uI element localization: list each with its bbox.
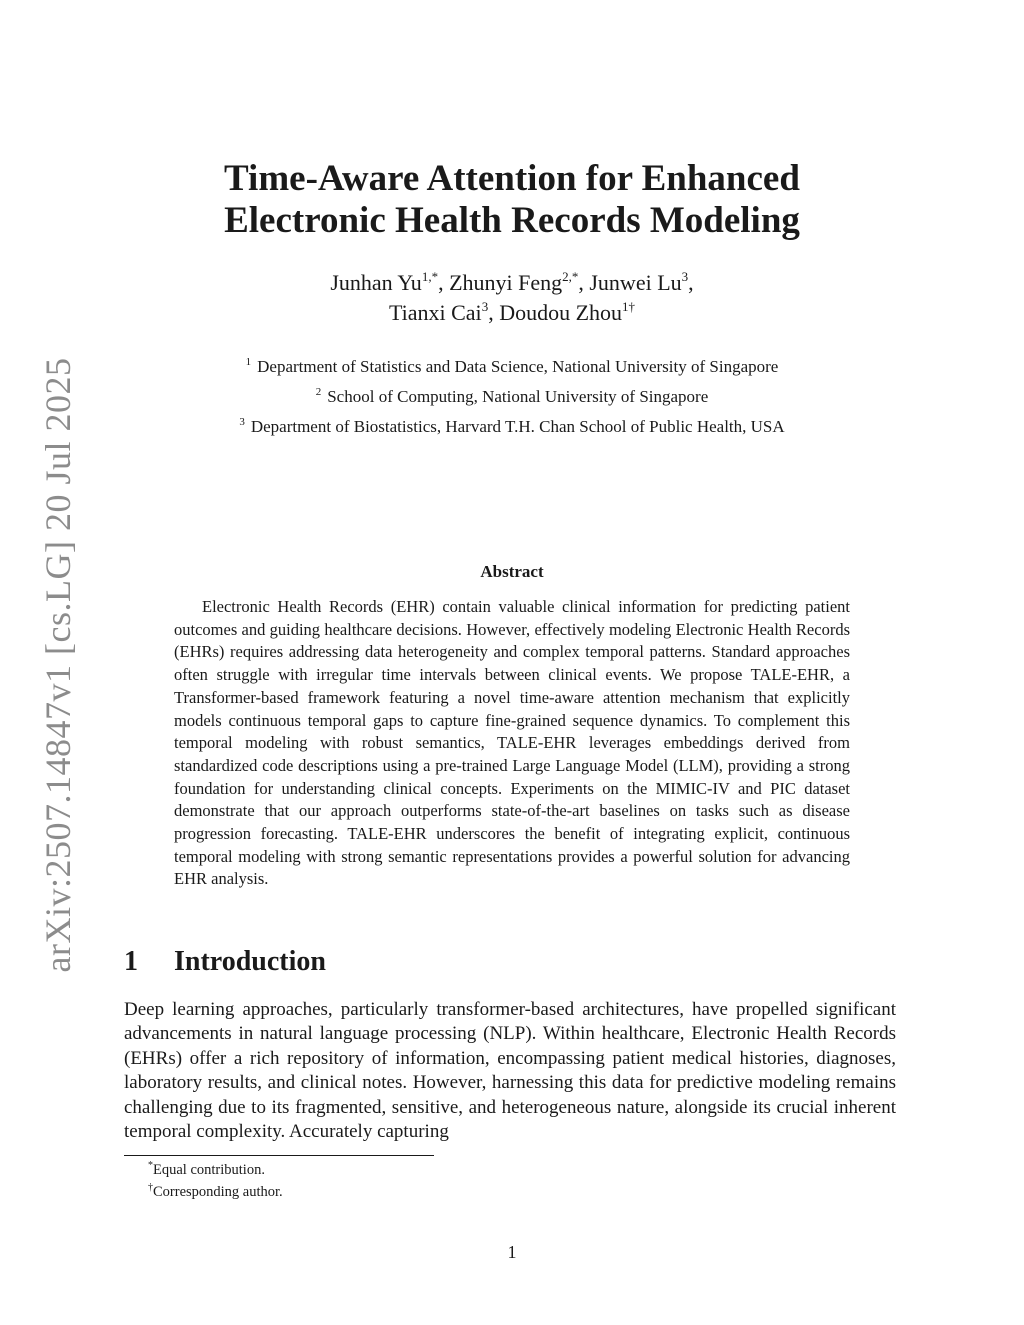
footnote-mark: †: [148, 1182, 153, 1193]
author-marks: 3: [681, 269, 689, 284]
affiliation-number: 3: [239, 416, 245, 428]
author-line-2: [130, 298, 894, 328]
author-marks: 2,*: [562, 269, 579, 284]
affiliation-text: Department of Statistics and Data Science, National University of Singapore: [257, 357, 779, 376]
footnote-text: Equal contribution.: [153, 1162, 265, 1178]
author-marks: 3: [481, 299, 489, 314]
section-title: Introduction: [174, 946, 326, 977]
section-heading-introduction: [124, 946, 326, 978]
paper-title: [130, 158, 894, 242]
author-separator: ,: [688, 270, 694, 295]
footnote-corresponding-author: [148, 1181, 283, 1203]
arxiv-stamp: arXiv:2507.14847v1 [cs.LG] 20 Jul 2025: [38, 357, 78, 973]
affiliation-3: [130, 412, 894, 442]
affiliation-number: 2: [315, 386, 322, 398]
author-marks: 1†: [622, 299, 636, 314]
author-name: Tianxi Cai: [388, 300, 482, 325]
abstract-text: Electronic Health Records (EHR) contain valuable clinical information for predicting patient outcomes and guiding healthcare decisions. However, effectively modeling Electronic Health Records (EHRs) requires addressing data heterogeneity and complex temporal patterns. Standard approaches often struggle with irregular time intervals between clinical events. We propose TALE-EHR, a Transformer-based framework featuring a novel time-aware attention mechanism that explicitly models continuous temporal gaps to capture fine-grained sequence dynamics. To complement this temporal modeling with robust semantics, TALE-EHR leverages embeddings derived from standardized code descriptions using a pre-trained Large Language Model (LLM), providing a strong foundation for understanding clinical concepts. Experiments on the MIMIC-IV and PIC dataset demonstrate that our approach outperforms state-of-the-art baselines on tasks such as disease progression forecasting. TALE-EHR underscores the benefit of integrating explicit, continuous temporal modeling with strong semantic representations provides a powerful solution for advancing EHR analysis.: [174, 597, 850, 889]
footnote-divider: [124, 1155, 434, 1156]
footnote-equal-contribution: [148, 1159, 283, 1181]
affiliation-text: Department of Biostatistics, Harvard T.H. Chan School of Public Health, USA: [250, 417, 785, 436]
affiliation-1: [130, 352, 894, 382]
author-name: Doudou Zhou: [499, 300, 623, 325]
affiliation-text: School of Computing, National University of Singapore: [327, 387, 709, 406]
affiliation-number: 1: [245, 356, 252, 368]
affiliation-list: [130, 352, 894, 442]
author-list: [130, 268, 894, 328]
footnote-list: [148, 1159, 283, 1203]
section-number: 1: [124, 946, 138, 977]
introduction-text: Deep learning approaches, particularly transformer-based architectures, have propelled significant advancements in natural language processing (NLP). Within healthcare, Electronic Health Records (EHRs) offer a rich repository of information, encompassing patient medical histories, diagnoses, laboratory results, and clinical notes. However, harnessing this data for predictive modeling remains challenging due to its fragmented, sensitive, and heterogeneous nature, alongside its crucial inherent temporal complexity. Accurately capturing: [124, 999, 896, 1143]
author-separator: ,: [578, 270, 590, 295]
author-name: Junhan Yu: [330, 270, 422, 295]
author-line-1: [130, 268, 894, 298]
title-line-2: Electronic Health Records Modeling: [224, 200, 800, 241]
affiliation-2: [130, 382, 894, 412]
footnote-mark: *: [148, 1160, 153, 1171]
author-name: Zhunyi Feng: [449, 270, 563, 295]
abstract-heading: Abstract: [480, 562, 544, 581]
author-separator: ,: [488, 300, 500, 325]
author-marks: 1,*: [421, 269, 439, 284]
footnote-text: Corresponding author.: [153, 1184, 283, 1200]
title-line-1: Time-Aware Attention for Enhanced: [224, 158, 800, 199]
author-separator: ,: [438, 270, 450, 295]
author-name: Junwei Lu: [589, 270, 682, 295]
page-number: 1: [507, 1242, 517, 1262]
